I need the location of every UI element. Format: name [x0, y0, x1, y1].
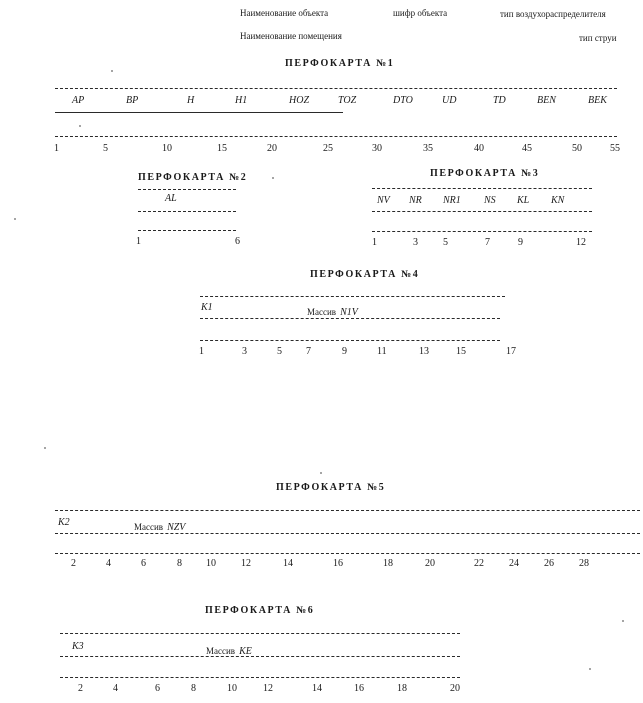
card3-field: NR — [409, 195, 422, 206]
card3-col-number: 5 — [443, 237, 448, 248]
card1-col-number: 20 — [267, 143, 277, 154]
card1-col-number: 30 — [372, 143, 382, 154]
scan-speck — [589, 668, 591, 670]
card2-field: AL — [165, 193, 177, 204]
card5-col-number: 16 — [333, 558, 343, 569]
card3-col-number: 1 — [372, 237, 377, 248]
card1-field: AP — [72, 95, 85, 106]
card4-mid-line — [200, 318, 500, 319]
card1-field: H1 — [235, 95, 248, 106]
card6-col-number: 16 — [354, 683, 364, 694]
card4-top-line — [200, 296, 505, 297]
card6-col-number: 14 — [312, 683, 322, 694]
scan-speck — [320, 472, 322, 474]
card5-bottom-line — [55, 553, 640, 554]
card6-col-number: 10 — [227, 683, 237, 694]
card4-col-number: 15 — [456, 346, 466, 357]
card1-field: TOZ — [338, 95, 357, 106]
card2-col-number: 6 — [235, 236, 240, 247]
card5-field-k: K2 — [58, 517, 70, 528]
card4-array-name: N1V — [340, 307, 358, 318]
card3-col-number: 3 — [413, 237, 418, 248]
scan-speck — [79, 125, 81, 127]
card3-field: NS — [484, 195, 496, 206]
card1-field: HOZ — [289, 95, 310, 106]
card4-col-number: 17 — [506, 346, 516, 357]
card1-col-number: 15 — [217, 143, 227, 154]
card6-array-word: Массив — [206, 646, 236, 656]
scan-speck — [272, 177, 274, 179]
card5-col-number: 26 — [544, 558, 554, 569]
card4-field-k: K1 — [201, 302, 213, 313]
card2-mid-line — [138, 211, 236, 212]
card6-field-k: K3 — [72, 641, 84, 652]
card3-field: NV — [377, 195, 390, 206]
card6-col-number: 8 — [191, 683, 196, 694]
card6-mid-line — [60, 656, 460, 657]
card4-col-number: 3 — [242, 346, 247, 357]
card4-array-word: Массив — [307, 307, 337, 317]
object-name-label: Наименование объекта — [240, 8, 329, 18]
card5-col-number: 18 — [383, 558, 393, 569]
card4-bottom-line — [200, 340, 500, 341]
card2-top-line — [138, 189, 236, 190]
card6-col-number: 12 — [263, 683, 273, 694]
card5-mid-line — [55, 533, 640, 534]
card5-col-number: 28 — [579, 558, 589, 569]
card1-col-number: 5 — [103, 143, 108, 154]
card6-col-number: 4 — [113, 683, 118, 694]
card5-col-number: 10 — [206, 558, 216, 569]
card1-field: DTO — [393, 95, 413, 106]
card5-col-number: 6 — [141, 558, 146, 569]
card5-array-name: NZV — [167, 522, 186, 533]
card6-col-number: 20 — [450, 683, 460, 694]
card5-col-number: 20 — [425, 558, 435, 569]
card3-field: KL — [517, 195, 530, 206]
card5-col-number: 24 — [509, 558, 519, 569]
object-code-label: шифр объекта — [393, 8, 448, 18]
card1-col-number: 40 — [474, 143, 484, 154]
card5-col-number: 8 — [177, 558, 182, 569]
card5-array-word: Массив — [134, 522, 164, 532]
card3-bottom-line — [372, 231, 592, 232]
card3-col-number: 9 — [518, 237, 523, 248]
card5-col-number: 12 — [241, 558, 251, 569]
card2-bottom-line — [138, 230, 236, 231]
card3-field: KN — [551, 195, 565, 206]
card1-col-number: 1 — [54, 143, 59, 154]
card1-col-number: 55 — [610, 143, 620, 154]
card3-col-number: 12 — [576, 237, 586, 248]
card6-col-number: 6 — [155, 683, 160, 694]
card1-bottom-line — [55, 136, 617, 137]
card1-field: H — [187, 95, 195, 106]
card1-field: BEN — [537, 95, 556, 106]
card1-col-number: 45 — [522, 143, 532, 154]
card3-top-line — [372, 188, 592, 189]
card1-col-number: 35 — [423, 143, 433, 154]
card1-field: BEK — [588, 95, 607, 106]
card1-top-line — [55, 88, 617, 89]
card1-field: TD — [493, 95, 506, 106]
card4-col-number: 9 — [342, 346, 347, 357]
card6-bottom-line — [60, 677, 460, 678]
card3-field: NR1 — [443, 195, 461, 206]
card6-col-number: 18 — [397, 683, 407, 694]
card1-col-number: 10 — [162, 143, 172, 154]
card6-col-number: 2 — [78, 683, 83, 694]
card1-col-number: 50 — [572, 143, 582, 154]
scan-speck — [14, 218, 16, 220]
card2-col-number: 1 — [136, 236, 141, 247]
card3-mid-line — [372, 211, 592, 212]
card5-col-number: 4 — [106, 558, 111, 569]
card4-col-number: 5 — [277, 346, 282, 357]
card6-title: ПЕРФОКАРТА №6 — [205, 605, 315, 616]
card5-col-number: 14 — [283, 558, 293, 569]
card1-field: UD — [442, 95, 457, 106]
card5-top-line — [55, 510, 640, 511]
card4-col-number: 1 — [199, 346, 204, 357]
scan-speck — [111, 70, 113, 72]
scan-speck — [622, 620, 624, 622]
card1-field-underline — [55, 112, 343, 113]
card4-col-number: 13 — [419, 346, 429, 357]
card1-title: ПЕРФОКАРТА №1 — [285, 58, 395, 69]
card4-title: ПЕРФОКАРТА №4 — [310, 269, 420, 280]
card5-title: ПЕРФОКАРТА №5 — [276, 482, 386, 493]
card1-field: BP — [126, 95, 139, 106]
card6-array-name: KE — [239, 646, 252, 657]
card3-col-number: 7 — [485, 237, 490, 248]
card4-col-number: 7 — [306, 346, 311, 357]
card6-top-line — [60, 633, 460, 634]
card5-col-number: 22 — [474, 558, 484, 569]
jet-type-label: тип струи — [579, 33, 617, 43]
card5-col-number: 2 — [71, 558, 76, 569]
card3-title: ПЕРФОКАРТА №3 — [430, 168, 540, 179]
card2-title: ПЕРФОКАРТА №2 — [138, 172, 248, 183]
distributor-type-label: тип воздухораспределителя — [500, 9, 606, 19]
scan-speck — [44, 447, 46, 449]
room-name-label: Наименование помещения — [240, 31, 342, 41]
card4-col-number: 11 — [377, 346, 387, 357]
card1-col-number: 25 — [323, 143, 333, 154]
